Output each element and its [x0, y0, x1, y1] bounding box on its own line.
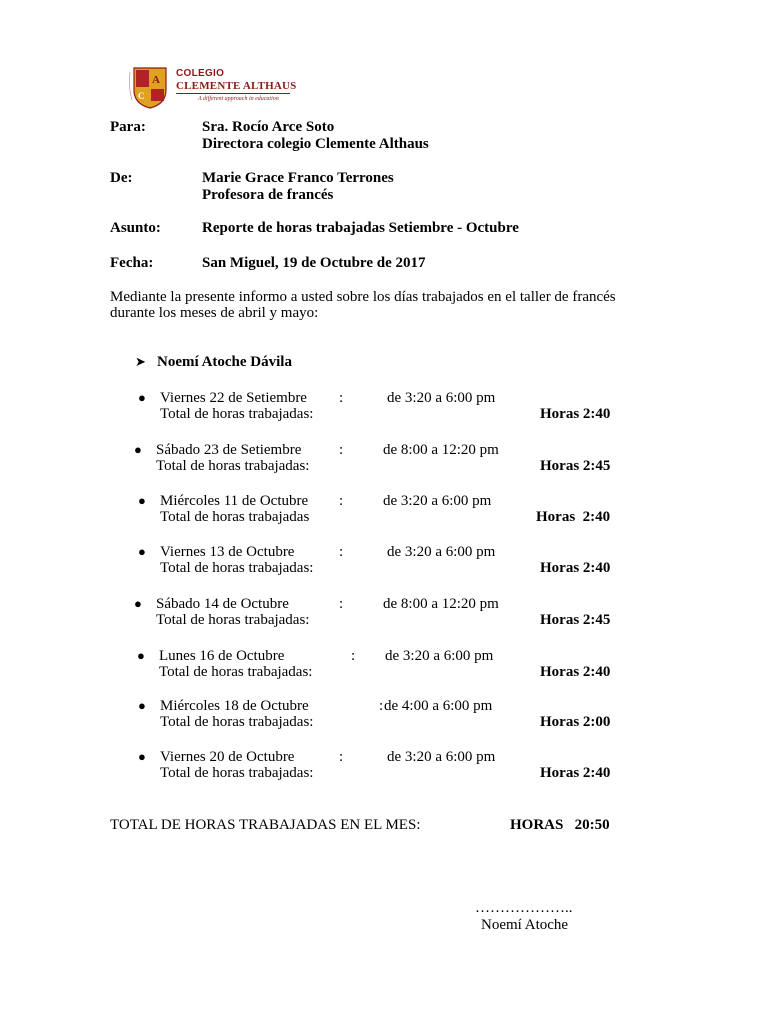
logo-tagline: A different approach in education — [198, 96, 279, 102]
bullet-icon: ● — [137, 648, 145, 663]
entry-colon: : — [339, 544, 344, 560]
entry-colon: : — [339, 442, 344, 458]
entry-day: Viernes 22 de Setiembre — [160, 390, 307, 406]
signature-name: Noemí Atoche — [481, 917, 569, 933]
entry-total-label: Total de horas trabajadas: — [159, 664, 313, 680]
entry-total-label: Total de horas trabajadas: — [160, 714, 314, 730]
entry-hours: Horas 2:40 — [540, 560, 611, 576]
intro-line2: durante los meses de abril y mayo: — [110, 305, 319, 321]
logo-divider — [176, 93, 290, 94]
asunto-value: Reporte de horas trabajadas Setiembre - Octubre — [202, 220, 519, 236]
signature-line: ……………….. — [475, 900, 573, 916]
asunto-label: Asunto: — [110, 220, 161, 236]
bullet-icon: ● — [134, 442, 142, 457]
bullet-icon: ● — [138, 493, 146, 508]
entry-time: de 3:20 a 6:00 pm — [387, 390, 496, 406]
entry-hours: Horas 2:00 — [540, 714, 611, 730]
bullet-icon: ● — [138, 749, 146, 764]
entry-hours: Horas 2:40 — [540, 406, 611, 422]
entry-colon: : — [351, 648, 356, 664]
logo-line1: COLEGIO — [176, 68, 225, 79]
de-role: Profesora de francés — [202, 187, 334, 203]
svg-text:A: A — [152, 74, 160, 86]
entry-day: Viernes 13 de Octubre — [160, 544, 295, 560]
entry-day: Viernes 20 de Octubre — [160, 749, 295, 765]
student-name: Noemí Atoche Dávila — [157, 354, 292, 370]
entry-colon: : — [379, 698, 384, 714]
entry-time: de 3:20 a 6:00 pm — [387, 749, 496, 765]
intro-line1: Mediante la presente informo a usted sobre los días trabajados en el taller de francés — [110, 289, 616, 305]
bullet-icon: ● — [138, 544, 146, 559]
para-name: Sra. Rocío Arce Soto — [202, 119, 335, 135]
logo-line2: CLEMENTE ALTHAUS — [176, 80, 297, 92]
total-label: TOTAL DE HORAS TRABAJADAS EN EL MES: — [110, 817, 421, 833]
de-name: Marie Grace Franco Terrones — [202, 170, 394, 186]
entry-day: Sábado 23 de Setiembre — [156, 442, 302, 458]
entry-time: de 8:00 a 12:20 pm — [383, 442, 499, 458]
entry-colon: : — [339, 596, 344, 612]
bullet-icon: ● — [138, 390, 146, 405]
entry-total-label: Total de horas trabajadas: — [160, 765, 314, 781]
entry-hours: Horas 2:45 — [540, 612, 611, 628]
entry-total-label: Total de horas trabajadas: — [160, 406, 314, 422]
entry-colon: : — [339, 749, 344, 765]
entry-hours: Horas 2:40 — [540, 664, 611, 680]
entry-day: Miércoles 11 de Octubre — [160, 493, 309, 509]
entry-hours: Horas 2:45 — [540, 458, 611, 474]
fecha-label: Fecha: — [110, 255, 154, 271]
entry-time: de 4:00 a 6:00 pm — [384, 698, 493, 714]
entry-hours: Horas 2:40 — [540, 765, 611, 781]
entry-day: Lunes 16 de Octubre — [159, 648, 285, 664]
fecha-value: San Miguel, 19 de Octubre de 2017 — [202, 255, 426, 271]
para-role: Directora colegio Clemente Althaus — [202, 136, 429, 152]
svg-text:C: C — [138, 91, 145, 101]
school-logo — [128, 64, 298, 110]
entry-colon: : — [339, 390, 344, 406]
bullet-icon: ● — [134, 596, 142, 611]
entry-day: Sábado 14 de Octubre — [156, 596, 289, 612]
entry-total-label: Total de horas trabajadas: — [156, 458, 310, 474]
arrow-bullet-icon: ➤ — [135, 354, 146, 369]
de-label: De: — [110, 170, 133, 186]
entry-colon: : — [339, 493, 344, 509]
para-label: Para: — [110, 119, 146, 135]
entry-time: de 8:00 a 12:20 pm — [383, 596, 499, 612]
entry-total-label: Total de horas trabajadas: — [156, 612, 310, 628]
entry-hours: Horas 2:40 — [536, 509, 611, 525]
total-value: HORAS 20:50 — [510, 817, 610, 833]
entry-time: de 3:20 a 6:00 pm — [387, 544, 496, 560]
entry-total-label: Total de horas trabajadas — [160, 509, 310, 525]
entry-total-label: Total de horas trabajadas: — [160, 560, 314, 576]
entry-time: de 3:20 a 6:00 pm — [385, 648, 494, 664]
entry-time: de 3:20 a 6:00 pm — [383, 493, 492, 509]
crest-icon — [128, 64, 172, 110]
entry-day: Miércoles 18 de Octubre — [160, 698, 309, 714]
bullet-icon: ● — [138, 698, 146, 713]
